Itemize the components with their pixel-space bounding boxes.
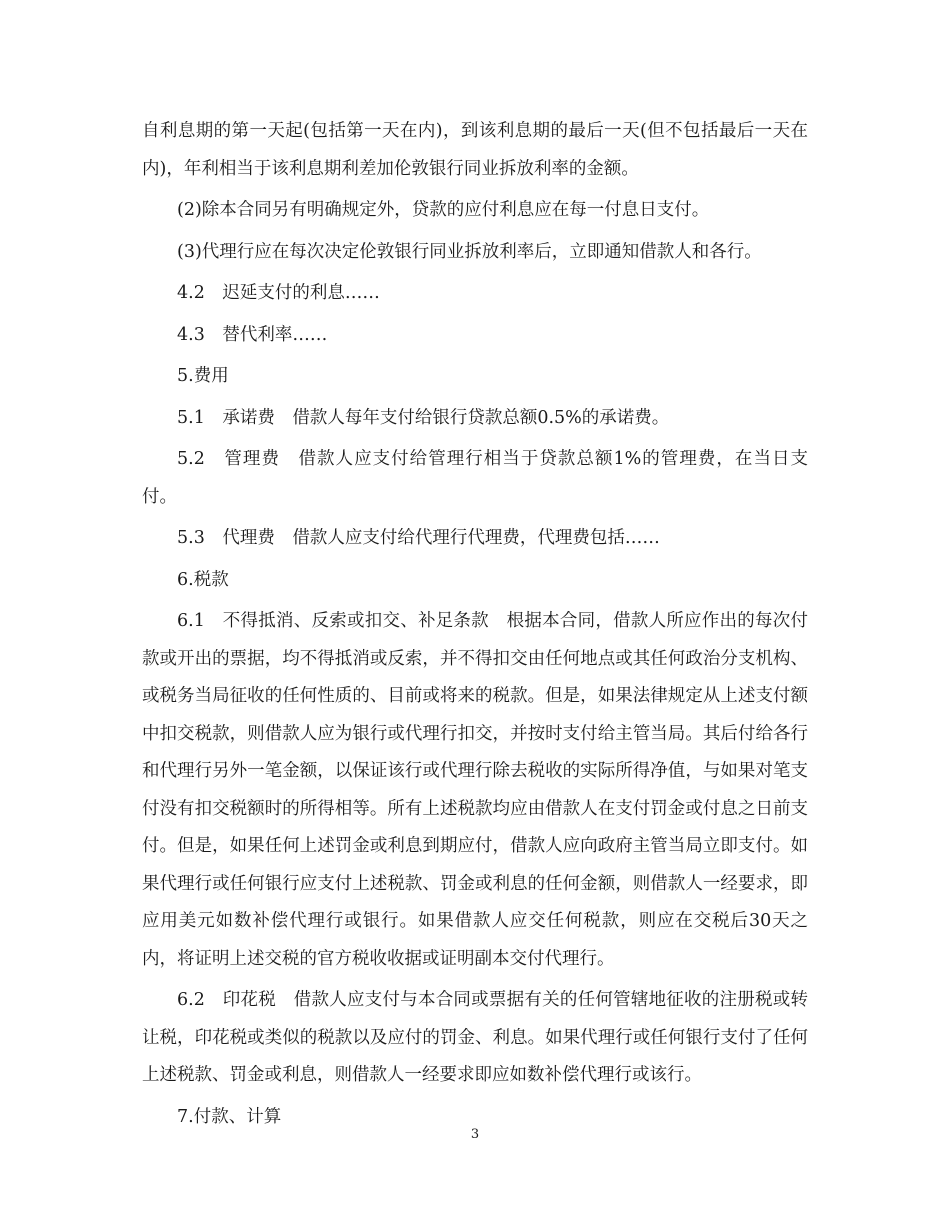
document-body [142, 113, 808, 1136]
paragraph-2: (2)除本合同另有明确规定外，贷款的应付利息应在每一付息日支付。 [177, 200, 710, 220]
paragraph-11: 6.1 不得抵消、反索或扣交、补足条款 根据本合同，借款人所应作出的每次付款或开出的票据，均不得抵消或反索，并不得扣交由任何地点或其任何政治分支机构、或税务当局征收的任何性质的、目前或将来的税款。但是，如果法律规定从上述支付额中扣交税款，则借款人应为银行或代理行扣交，并按时支付给主管当局。其后付给各行和代理行另外一笔金额，以保证该行或代理行除去税收的实际所得净值，与如果对笔支付没有扣交税额时的所得相等。所有上述税款均应由借款人在支付罚金或付息之日前支付。但是，如果任何上述罚金或利息到期应付，借款人应向政府主管当局立即支付。如果代理行或任何银行应支付上述税款、罚金或利息的任何金额，则借款人一经要求，即应用美元如数补偿代理行或银行。如果借款人应交任何税款，则应在交税后30天之内，将证明上述交税的官方税收收据或证明副本交付代理行。 [142, 611, 808, 969]
paragraph-4: 4.2 迟延支付的利息…… [177, 283, 380, 303]
section-heading-taxes: 6.税款 [177, 569, 229, 590]
paragraph-3: (3)代理行应在每次决定伦敦银行同业拆放利率后，立即通知借款人和各行。 [177, 241, 762, 262]
page-number: 3 [470, 1127, 480, 1142]
paragraph-12: 6.2 印花税 借款人应支付与本合同或票据有关的任何管辖地征收的注册税或转让税，印花税或类似的税款以及应付的罚金、利息。如果代理行或任何银行支付了任何上述税款、罚金或利息，则借款人一经要求即应如数补偿代理行或该行。 [142, 990, 808, 1085]
paragraph-9: 5.3 代理费 借款人应支付给代理行代理费，代理费包括…… [177, 528, 660, 548]
section-heading-fees: 5.费用 [177, 366, 229, 386]
paragraph-1: 自利息期的第一天起(包括第一天在内)，到该利息期的最后一天(但不包括最后一天在内)，年利相当于该利息期利差加伦敦银行同业拆放利率的金额。 [142, 121, 808, 179]
paragraph-5: 4.3 替代利率…… [177, 324, 328, 345]
paragraph-7: 5.1 承诺费 借款人每年支付给银行贷款总额0.5%的承诺费。 [177, 407, 670, 428]
paragraph-8: 5.2 管理费 借款人应支付给管理行相当于贷款总额1%的管理费，在当日支付。 [142, 449, 808, 507]
section-heading-payments: 7.付款、计算 [177, 1106, 282, 1127]
